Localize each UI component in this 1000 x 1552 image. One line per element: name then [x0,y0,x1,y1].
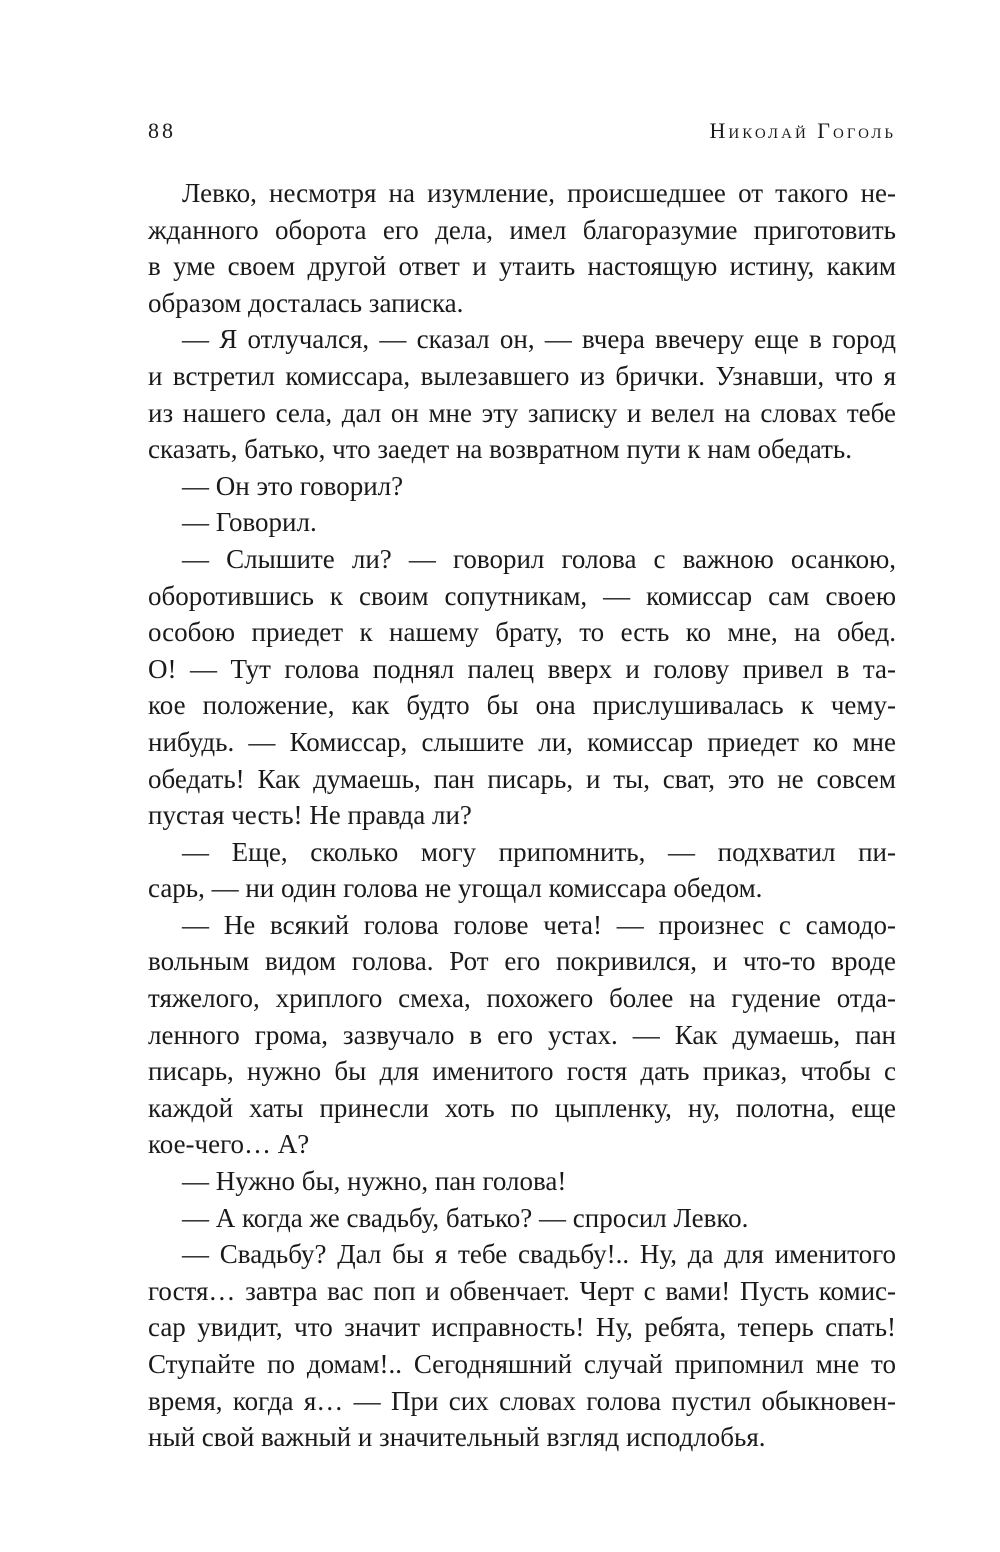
text-line: ленного грома, зазвучало в его устах. — Как думаешь, пан [148,1019,896,1050]
text-line: — Свадьбу? Дал бы я тебе свадьбу!.. Ну, да для именитого [182,1239,896,1270]
text-line: — Нужно бы, нужно, пан голова! [182,1166,567,1197]
text-line: — Говорил. [182,507,317,538]
text-line: особою приедет к нашему брату, то есть ко мне, на обед. [148,617,896,648]
text-line: — Еще, сколько могу припомнить, — подхватил пи- [182,836,896,867]
text-line: Левко, несмотря на изумление, происшедшее от такого не- [182,178,896,208]
text-line: Ступайте по домам!.. Сегодняшний случай припомнил мне то [148,1349,896,1379]
text-line: образом досталась записка. [148,287,464,318]
text-line: жданного оборота его дела, имел благоразумие приготовить [148,214,896,245]
text-line: каждой хаты принесли хоть по цыпленку, ну, полотна, еще [148,1092,896,1123]
page-number: 88 [148,118,176,143]
text-line: гостя… завтра вас поп и обвенчает. Черт с вами! Пусть комис- [148,1275,896,1306]
text-line: — Не всякий голова голове чета! — произнес с самодо- [182,909,896,940]
text-line: — Он это говорил? [182,470,404,501]
text-line: — Я отлучался, — сказал он, — вчера ввечеру еще в город [182,324,896,355]
text-line: оборотившись к своим сопутникам, — комиссар сам своею [148,580,896,611]
text-line: пустая честь! Не правда ли? [148,800,472,831]
text-line: из нашего села, дал он мне эту записку и велел на словах тебе [148,397,896,428]
text-line: сказать, батько, что заедет на возвратном пути к нам обедать. [148,434,852,465]
text-line: сарь, — ни один голова не угощал комиссара обедом. [148,873,763,904]
text-line: кое-чего… А? [148,1129,310,1160]
body-text [148,175,896,1456]
page-header [148,118,896,158]
text-line: обедать! Как думаешь, пан писарь, и ты, сват, это не совсем [148,763,896,794]
text-line: писарь, нужно бы для именитого гостя дать приказ, чтобы с [148,1056,896,1087]
text-line: сар увидит, что значит исправность! Ну, ребята, теперь спать! [148,1312,896,1343]
text-line: О! — Тут голова поднял палец вверх и голову привел в та- [148,653,896,684]
text-line: в уме своем другой ответ и утаить настоящую истину, каким [148,251,896,282]
text-line: вольным видом голова. Рот его покривился, и что-то вроде [148,946,896,977]
text-line: нибудь. — Комиссар, слышите ли, комиссар приедет ко мне [148,726,896,757]
text-line: и встретил комиссара, вылезавшего из брички. Узнавши, что я [148,360,896,391]
text-line: кое положение, как будто бы она прислушивалась к чему- [148,690,896,721]
text-line: — Слышите ли? — говорил голова с важною осанкою, [182,543,896,574]
text-line: тяжелого, хриплого смеха, похожего более на гудение отда- [148,983,896,1014]
running-title: Николай Гоголь [709,118,896,143]
text-line: время, когда я… — При сих словах голова пустил обыкновен- [148,1385,896,1416]
text-line: ный свой важный и значительный взгляд исподлобья. [148,1422,766,1453]
text-line: — А когда же свадьбу, батько? — спросил Левко. [182,1202,749,1233]
